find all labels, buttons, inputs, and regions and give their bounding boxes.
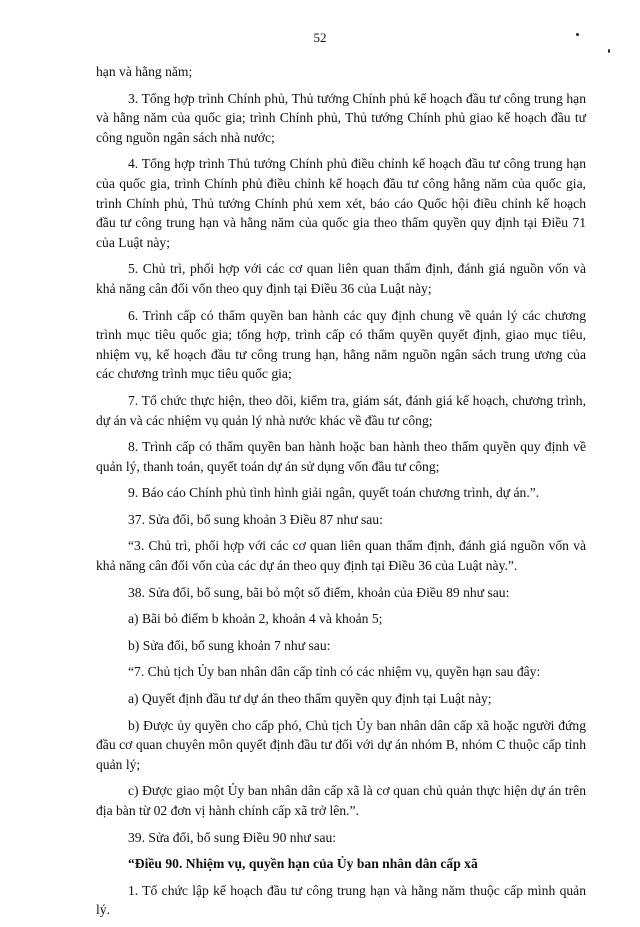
paragraph-amendment-38: 38. Sửa đổi, bổ sung, bãi bỏ một số điểm, khoản của Điều 89 như sau: [128, 584, 510, 600]
page-number: 52 [313, 30, 327, 45]
paragraph-sub-b: b) Được ủy quyền cho cấp phó, Chủ tịch Ủy ban nhân dân cấp xã hoặc người đứng đầu cơ quan chuyên môn quyết định đầu tư đối với dự án nhóm B, nhóm C thuộc cấp tỉnh quản lý; [96, 717, 586, 772]
paragraph-point-a: a) Bãi bỏ điểm b khoản 2, khoản 4 và khoản 5; [128, 611, 383, 627]
paragraph-quote-3: “3. Chủ trì, phối hợp với các cơ quan liên quan thẩm định, đánh giá nguồn vốn và khả năng cân đối vốn của các dự án theo quy định tại Điều 36 của Luật này.”. [96, 538, 586, 574]
document-body [96, 62, 586, 927]
paragraph-point-b: b) Sửa đổi, bổ sung khoản 7 như sau: [128, 637, 331, 653]
paragraph-amendment-37: 37. Sửa đổi, bổ sung khoản 3 Điều 87 như sau: [128, 511, 383, 527]
paragraph-amendment-39: 39. Sửa đổi, bổ sung Điều 90 như sau: [128, 829, 337, 845]
paragraph-item-4: 4. Tổng hợp trình Thủ tướng Chính phủ điều chỉnh kế hoạch đầu tư công trung hạn của quốc gia, trình Chính phủ điều chỉnh kế hoạch đầu tư công hằng năm của quốc gia, trình Chính phủ, Thủ tướng Chính phủ xem xét, báo cáo Quốc hội điều chỉnh kế hoạch đầu tư công trung hạn và hằng năm của quốc gia theo thẩm quyền quy định tại Điều 71 của Luật này; [96, 156, 586, 250]
paragraph-sub-a: a) Quyết định đầu tư dự án theo thẩm quyền quy định tại Luật này; [128, 691, 492, 707]
paragraph-article-90-item-1: 1. Tổ chức lập kế hoạch đầu tư công trung hạn và hằng năm thuộc cấp mình quản lý. [96, 882, 586, 918]
paragraph-item-9: 9. Báo cáo Chính phủ tình hình giải ngân, quyết toán chương trình, dự án.”. [128, 485, 540, 501]
paragraph-item-7: 7. Tổ chức thực hiện, theo dõi, kiểm tra, giám sát, đánh giá kế hoạch, chương trình, dự án và các nhiệm vụ quản lý nhà nước khác về đầu tư công; [96, 392, 586, 428]
scan-speck-top [576, 33, 579, 36]
paragraph-item-8: 8. Trình cấp có thẩm quyền ban hành hoặc ban hành theo thẩm quyền quy định về quản lý, thanh toán, quyết toán dự án sử dụng vốn đầu tư công; [96, 439, 586, 474]
paragraph-item-3: 3. Tổng hợp trình Chính phủ, Thủ tướng Chính phủ kế hoạch đầu tư công trung hạn và hằng năm của quốc gia; trình Chính phủ, Thủ tướng Chính phủ giao kế hoạch đầu tư công nguồn ngân sách nhà nước; [96, 90, 586, 145]
paragraph-item-6: 6. Trình cấp có thẩm quyền ban hành các quy định chung về quản lý các chương trình mục tiêu quốc gia; tổng hợp, trình cấp có thẩm quyền quyết định, giao mục tiêu, nhiệm vụ, kế hoạch đầu tư công trung hạn, hằng năm nguồn ngân sách trung ương của các chương trình mục tiêu quốc gia; [96, 307, 586, 382]
scan-speck-right [608, 49, 610, 53]
paragraph-item-5: 5. Chủ trì, phối hợp với các cơ quan liên quan thẩm định, đánh giá nguồn vốn và khả năng cân đối vốn theo quy định tại Điều 36 của Luật này; [96, 261, 586, 296]
paragraph-continuation: hạn và hằng năm; [96, 64, 193, 79]
paragraph-sub-c: c) Được giao một Ủy ban nhân dân cấp xã là cơ quan chủ quản thực hiện dự án trên địa bàn từ 02 đơn vị hành chính cấp xã trở lên.”. [96, 783, 586, 818]
paragraph-quote-7: “7. Chủ tịch Ủy ban nhân dân cấp tỉnh có các nhiệm vụ, quyền hạn sau đây: [128, 664, 541, 680]
article-90-heading: “Điều 90. Nhiệm vụ, quyền hạn của Ủy ban nhân dân cấp xã [128, 856, 478, 872]
